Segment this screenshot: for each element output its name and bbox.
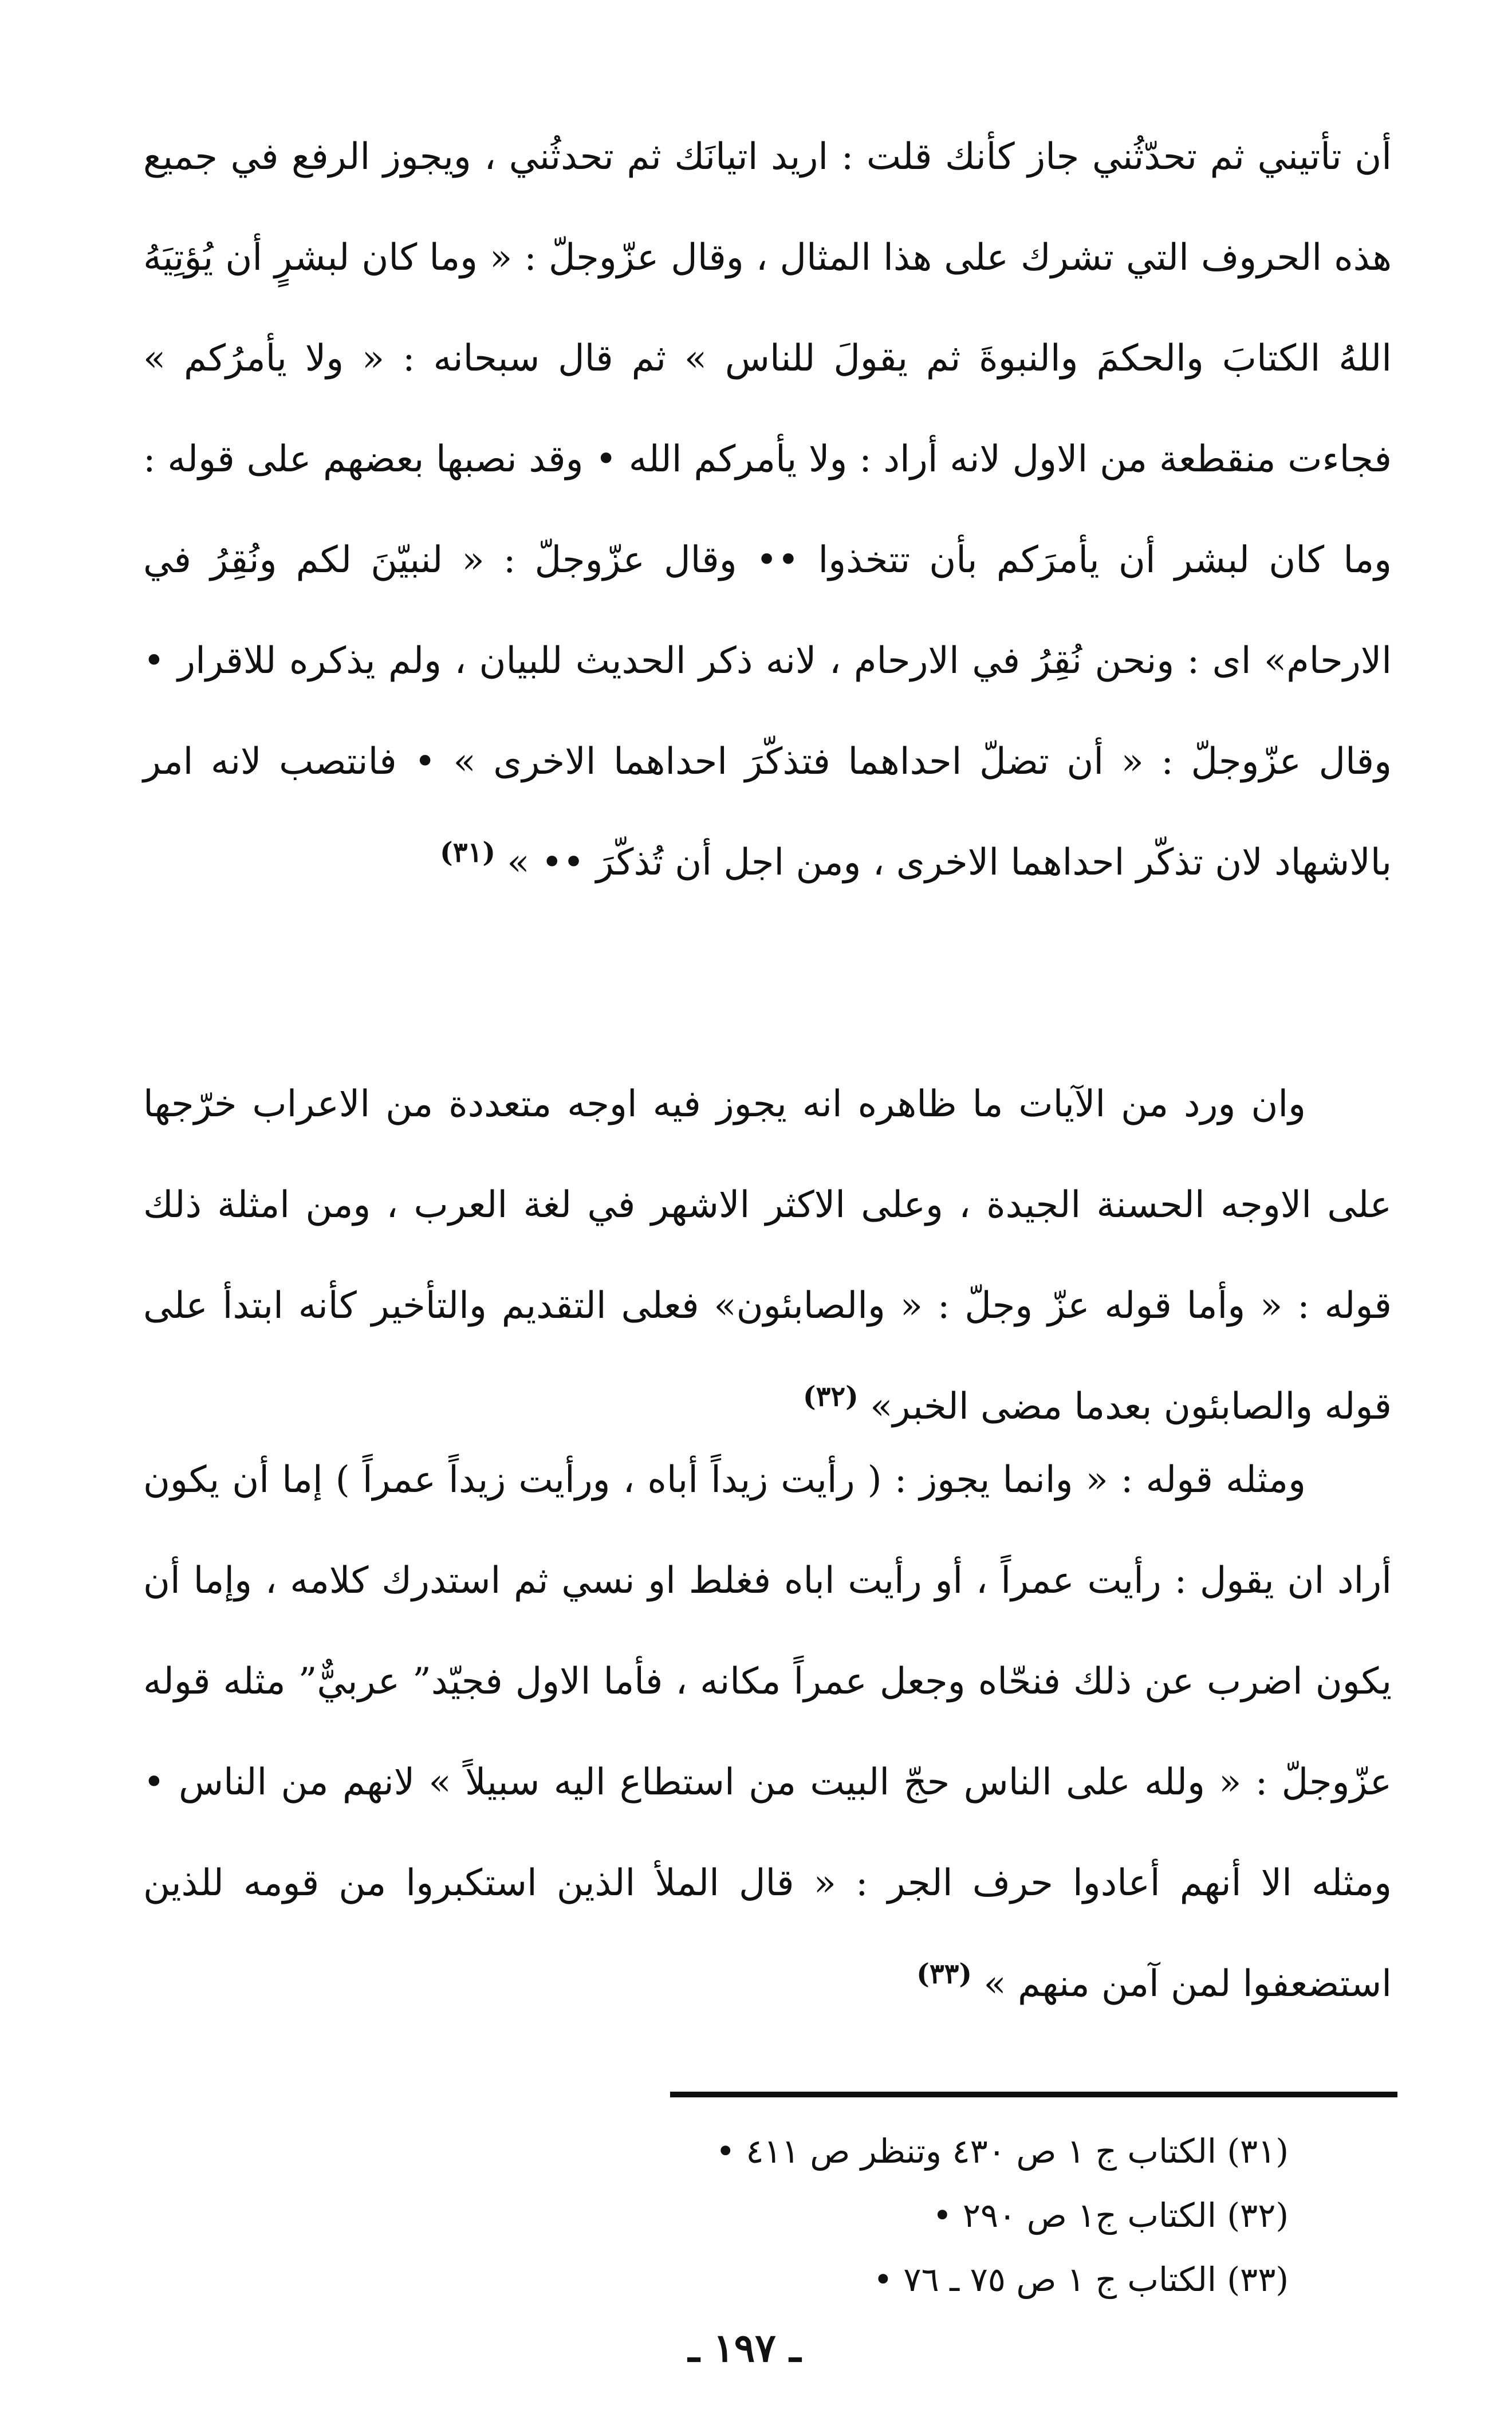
footnote-separator xyxy=(670,2092,1397,2097)
footnote-ref-33: (٣٣) xyxy=(916,1958,972,1990)
footnotes xyxy=(143,2119,1289,2312)
paragraph-2 xyxy=(143,1054,1392,1457)
paragraph-3 xyxy=(143,1430,1392,2034)
paragraph-1-text: أن تأتيني ثم تحدّثُني جاز كأنك قلت : اريد اتيانَك ثم تحدثُني ، ويجوز الرفع في جميع هذه الحروف التي تشرك على هذا المثال ، وقال عزّوجلّ : « وما كان لبشرٍ أن يُؤتِيَهُ اللهُ الكتابَ والحكمَ والنبوةَ ثم يقولَ للناس » ثم قال سبحانه : « ولا يأمرُكم » فجاءت منقطعة من الاول لانه أراد : ولا يأمركم الله • وقد نصبها بعضهم على قوله : وما كان لبشر أن يأمرَكم بأن تتخذوا •• وقال عزّوجلّ : « لنبيّنَ لكم ونُقِرُ في الارحام» اى : ونحن نُقِرُ في الارحام ، لانه ذكر الحديث للبيان ، ولم يذكره للاقرار • وقال عزّوجلّ : « أن تضلّ احداهما فتذكّرَ احداهما الاخرى » • فانتصب لانه امر بالاشهاد لان تذكّر احداهما الاخرى ، ومن اجل أن تُذكّرَ •• » xyxy=(143,136,1392,884)
footnote-31: (٣١) الكتاب ج ١ ص ٤٣٠ وتنظر ص ٤١١ • xyxy=(715,2132,1289,2171)
footnote-33: (٣٣) الكتاب ج ١ ص ٧٥ ـ ٧٦ • xyxy=(873,2260,1289,2299)
footnote-ref-32: (٣٢) xyxy=(802,1380,859,1413)
paragraph-1 xyxy=(143,107,1392,913)
paragraph-2-text: وان ورد من الآيات ما ظاهره انه يجوز فيه اوجه متعددة من الاعراب خرّجها على الاوجه الحسنة الجيدة ، وعلى الاكثر الاشهر في لغة العرب ، ومن امثلة ذلك قوله : « وأما قوله عزّ وجلّ : « والصابئون» فعلى التقديم والتأخير كأنه ابتدأ على قوله والصابئون بعدما مضى الخبر» xyxy=(143,1083,1392,1428)
footnote-32: (٣٢) الكتاب ج١ ص ٢٩٠ • xyxy=(932,2196,1289,2235)
page-number: ـ ١٩٧ ـ xyxy=(688,2325,801,2371)
footnote-ref-31: (٣١) xyxy=(440,836,496,869)
paragraph-3-text: ومثله قوله : « وانما يجوز : ( رأيت زيداً أباه ، ورأيت زيداً عمراً ) إما أن يكون أراد ان يقول : رأيت عمراً ، أو رأيت اباه فغلط او نسي ثم استدرك كلامه ، وإما أن يكون اضرب عن ذلك فنحّاه وجعل عمراً مكانه ، فأما الاول فجيّد” عربيٌّ” مثله قوله عزّوجلّ : « ولله على الناس حجّ البيت من استطاع اليه سبيلاً » لانهم من الناس • ومثله الا أنهم أعادوا حرف الجر : « قال الملأ الذين استكبروا من قومه للذين استضعفوا لمن آمن منهم » xyxy=(143,1459,1392,2005)
